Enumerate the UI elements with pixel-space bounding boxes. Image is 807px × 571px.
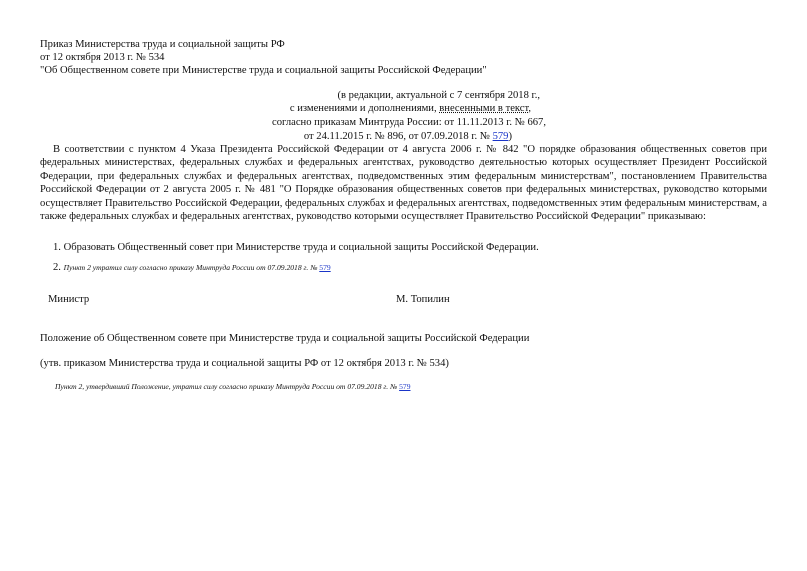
amendments-link[interactable]: внесенными в текст: [439, 103, 529, 114]
order-title-line1: Приказ Министерства труда и социальной защиты РФ: [40, 39, 285, 50]
item-2-note: Пункт 2 утратил силу согласно приказу Минтруда России от 07.09.2018 г. №: [63, 263, 320, 272]
item-2-number: 2.: [53, 262, 61, 273]
revision-line2-text: с изменениями и дополнениями,: [289, 103, 440, 114]
item-1: 1. Образовать Общественный совет при Министерстве труда и социальной защиты Российской Федерации.: [53, 242, 539, 253]
appendix-579-link[interactable]: 579: [399, 382, 411, 391]
revision-line3: согласно приказам Минтруда России: от 11.11.2013 г. № 667,: [272, 117, 546, 128]
appendix-approval: (утв. приказом Министерства труда и социальной защиты РФ от 12 октября 2013 г. № 534): [40, 358, 449, 369]
appendix-title: Положение об Общественном совете при Министерстве труда и социальной защиты Российской Федерации: [40, 333, 530, 344]
revision-line1: (в редакции, актуальной с 7 сентября 2018 г.,: [337, 90, 540, 101]
order-subject-line: "Об Общественном совете при Министерстве труда и социальной защиты Российской Федерации": [40, 65, 487, 76]
order-date-line: от 12 октября 2013 г. № 534: [40, 52, 165, 63]
item-2: [53, 261, 331, 274]
revision-line2-comma: ,: [528, 103, 531, 114]
item-2-579-link[interactable]: 579: [319, 263, 331, 272]
revision-line4: [200, 130, 512, 143]
order-579-link[interactable]: 579: [492, 131, 509, 142]
revision-line4-text: от 24.11.2015 г. № 896, от 07.09.2018 г. №: [303, 131, 493, 142]
preamble-paragraph: В соответствии с пунктом 4 Указа Президента Российской Федерации от 4 августа 2006 г. № 842 "О порядке образования общественных советов при федеральных министерствах, федеральных службах и федеральных агентствах, руководство деятельностью которых осуществляет Президент Российской Федерации, при федеральных службах и федеральных агентствах, подведомственных этим федеральным министерствам", постановлением Правительства Российской Федерации от 2 августа 2005 г. № 481 "О Порядке образования общественных советов при федеральных министерствах, руководство которыми осуществляет Правительство Российской Федерации, федеральных службах и федеральных агентствах, подведомственных этим федеральным министерствам, а также федеральных службах и федеральных агентствах, руководство которыми осуществляет Правительство Российской Федерации" приказываю:: [40, 144, 767, 223]
revision-line4-close: ): [508, 131, 512, 142]
revision-line2: [200, 102, 531, 115]
signature-name: М. Топилин: [396, 294, 450, 305]
appendix-note-text: Пункт 2, утвердивший Положение, утратил силу согласно приказу Минтруда России от 07.09.2018 г. №: [55, 382, 400, 391]
signature-role: Министр: [48, 294, 90, 305]
appendix-note: [55, 380, 411, 393]
